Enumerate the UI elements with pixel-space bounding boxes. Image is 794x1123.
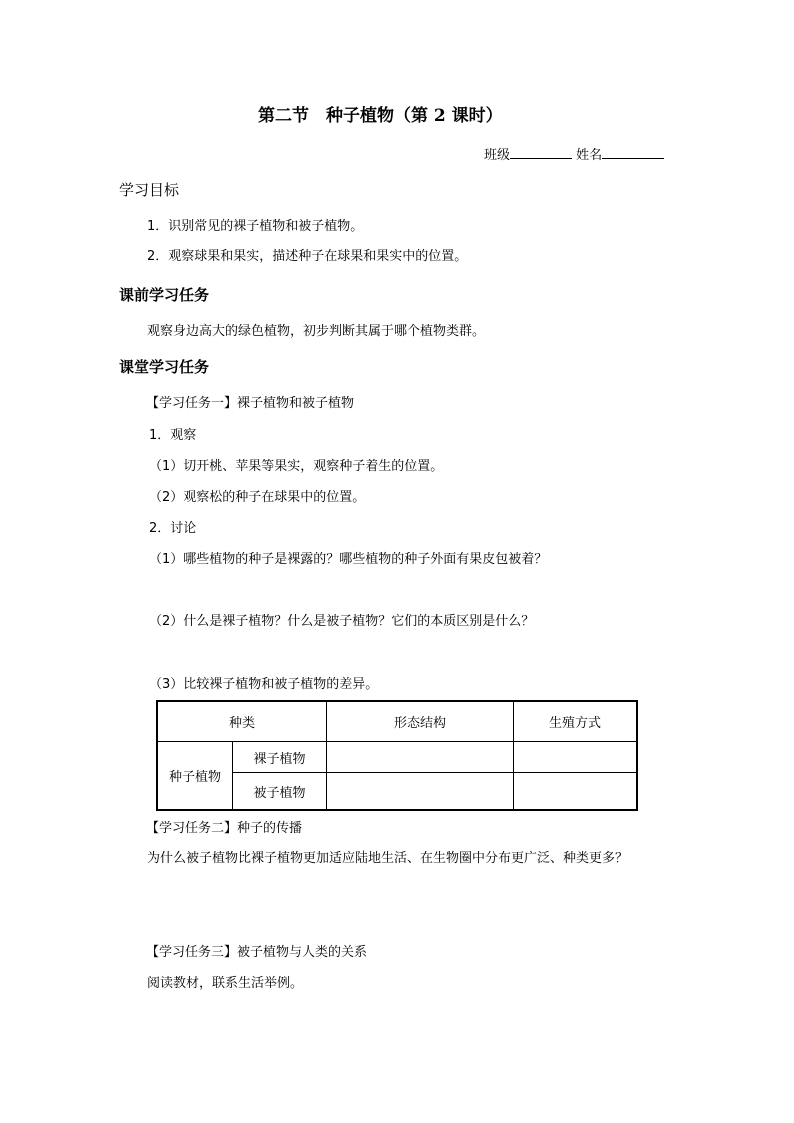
task1-title: 【学习任务一】裸子植物和被子植物: [146, 396, 355, 411]
task2-question: 为什么被子植物比裸子植物更加适应陆地生活、在生物圈中分布更广泛、种类更多？: [147, 851, 629, 866]
angiosperm-reproduction-cell[interactable]: [514, 773, 638, 811]
objective-item-1: 1．识别常见的裸子植物和被子植物。: [147, 219, 364, 234]
header-reproduction: 生殖方式: [514, 701, 638, 742]
task2-title: 【学习任务二】种子的传播: [146, 821, 303, 836]
task1-discuss-item-1: （1）哪些植物的种子是裸露的？哪些植物的种子外面有果皮包被着？: [149, 552, 548, 567]
table-row: [157, 742, 637, 773]
preclass-heading: 课前学习任务: [119, 286, 210, 304]
name-blank[interactable]: [602, 146, 664, 159]
objective-item-2: 2．观察球果和果实，描述种子在球果和果实中的位置。: [147, 249, 468, 264]
class-blank[interactable]: [510, 146, 572, 159]
preclass-text: 观察身边高大的绿色植物，初步判断其属于哪个植物类群。: [147, 324, 486, 339]
gymnosperm-reproduction-cell[interactable]: [514, 742, 638, 773]
task3-text: 阅读教材，联系生活举例。: [147, 976, 304, 991]
name-label: 姓名: [576, 148, 603, 163]
angiosperm-morphology-cell[interactable]: [327, 773, 514, 811]
inclass-heading: 课堂学习任务: [119, 358, 210, 376]
task3-title: 【学习任务三】被子植物与人类的关系: [146, 945, 368, 960]
student-info: [484, 146, 664, 164]
header-morphology: 形态结构: [327, 701, 514, 742]
task1-observe-item-1: （1）切开桃、苹果等果实，观察种子着生的位置。: [149, 459, 444, 474]
comparison-table: [156, 700, 638, 811]
task1-observe: 1．观察: [149, 428, 197, 443]
task1-discuss-item-3: （3）比较裸子植物和被子植物的差异。: [149, 677, 379, 692]
page-title: 第二节 种子植物（第 2 课时）: [258, 106, 503, 126]
group-cell: 种子植物: [157, 742, 233, 811]
class-label: 班级: [484, 148, 511, 163]
objectives-heading: 学习目标: [119, 181, 180, 199]
task1-discuss: 2．讨论: [149, 521, 197, 536]
task1-observe-item-2: （2）观察松的种子在球果中的位置。: [149, 490, 366, 505]
gymnosperm-morphology-cell[interactable]: [327, 742, 514, 773]
task1-discuss-item-2: （2）什么是裸子植物？什么是被子植物？它们的本质区别是什么？: [149, 614, 535, 629]
table-header-row: [157, 701, 637, 742]
row-label-angiosperm: 被子植物: [233, 773, 327, 811]
header-category: 种类: [157, 701, 327, 742]
row-label-gymnosperm: 裸子植物: [233, 742, 327, 773]
